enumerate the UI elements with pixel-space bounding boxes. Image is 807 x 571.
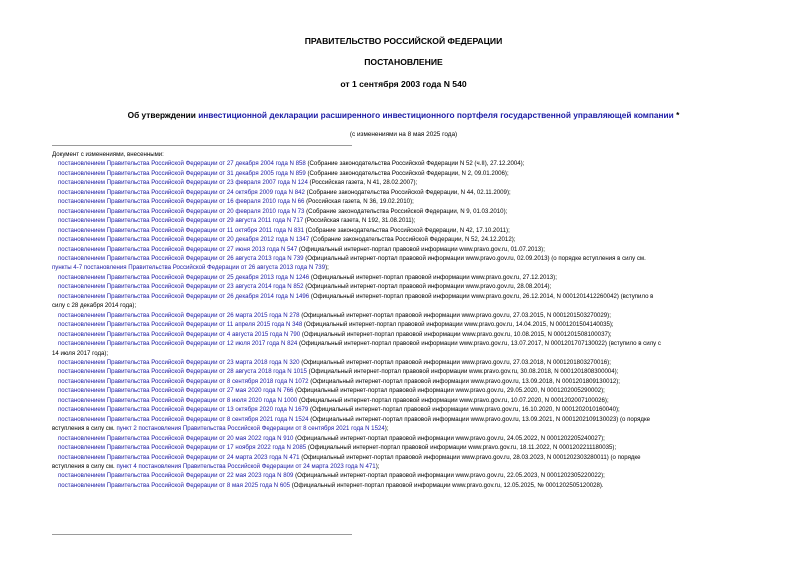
subject-suffix: *: [673, 110, 680, 120]
amendment-link[interactable]: постановлением Правительства Российской Федерации от 23 февраля 2007 года N 124: [58, 179, 308, 187]
amendment-link[interactable]: постановлением Правительства Российской Федерации от 11 октября 2011 года N 831: [58, 226, 304, 234]
amendment-source: (Собрание законодательства Российской Федерации, N 42, 17.10.2011);: [303, 226, 510, 234]
subject-prefix: Об утверждении: [127, 110, 199, 120]
amendment-link[interactable]: постановлением Правительства Российской Федерации от 20 мая 2022 года N 910: [58, 434, 294, 442]
amendment-link[interactable]: постановлением Правительства Российской Федерации от 22 мая 2023 года N 809: [58, 472, 294, 480]
amendment-link[interactable]: постановлением Правительства Российской Федерации от 26 марта 2015 года N 278: [58, 311, 300, 319]
amendment-source: (Официальный интернет-портал правовой информации www.pravo.gov.ru, 01.07.2013);: [297, 245, 545, 253]
amendment-line: [52, 235, 752, 244]
amendment-line: [52, 263, 752, 272]
amendment-source: (Официальный интернет-портал правовой информации www.pravo.gov.ru, 10.08.2015, N 0001201508100037);: [300, 330, 612, 338]
amendment-line: [52, 386, 752, 395]
amendment-source: );: [325, 264, 329, 272]
amendment-line: [52, 245, 752, 254]
amendment-link[interactable]: постановлением Правительства Российской Федерации от 25 декабря 2013 года N 1246: [58, 273, 310, 281]
amendment-link[interactable]: постановлением Правительства Российской Федерации от 16 февраля 2010 года N 66: [58, 198, 305, 206]
amendment-source: силу с 28 декабря 2014 года);: [52, 302, 137, 310]
amendment-source: 14 июля 2017 года);: [52, 349, 109, 357]
amendment-line: [52, 273, 752, 282]
amendment-link[interactable]: постановлением Правительства Российской Федерации от 20 декабря 2012 года N 1347: [58, 236, 310, 244]
amendment-link[interactable]: постановлением Правительства Российской Федерации от 11 апреля 2015 года N 348: [58, 321, 303, 329]
amendment-link[interactable]: постановлением Правительства Российской Федерации от 13 октября 2020 года N 1679: [58, 406, 309, 414]
org-title: ПРАВИТЕЛЬСТВО РОССИЙСКОЙ ФЕДЕРАЦИИ: [304, 36, 503, 46]
amendment-line: [52, 424, 752, 433]
amendment-line: [52, 320, 752, 329]
amendment-source: (Собрание законодательства Российской Федерации N 52 (ч.II), 27.12.2004);: [305, 160, 525, 168]
amendment-link[interactable]: постановлением Правительства Российской Федерации от 24 октября 2009 года N 842: [58, 188, 305, 196]
amendment-link[interactable]: постановлением Правительства Российской Федерации от 8 мая 2025 года N 605: [58, 481, 291, 489]
amendment-line: [52, 216, 752, 225]
amendment-source: (Собрание законодательства Российской Федерации, N 44, 02.11.2009);: [304, 188, 511, 196]
amendment-source: (Собрание законодательства Российской Федерации, N 52, 24.12.2012);: [309, 236, 516, 244]
amendment-source: вступления в силу см.: [52, 462, 117, 470]
amendment-link[interactable]: пункт 4 постановления Правительства Российской Федерации от 24 марта 2023 года N 471: [116, 462, 376, 470]
amendment-line: [52, 226, 752, 235]
amendment-source: (Официальный интернет-портал правовой информации www.pravo.gov.ru, 27.12.2013);: [309, 273, 557, 281]
amendment-source: (Официальный интернет-портал правовой информации www.pravo.gov.ru, 26.12.2014, N 0001201412260042) (вступило в: [309, 292, 654, 300]
amendment-link[interactable]: постановлением Правительства Российской Федерации от 31 декабря 2005 года N 859: [58, 169, 306, 177]
amendment-link[interactable]: постановлением Правительства Российской Федерации от 8 июля 2020 года N 1000: [58, 396, 298, 404]
amendment-source: );: [384, 425, 389, 433]
amendment-source: (Официальный интернет-портал правовой информации www.pravo.gov.ru, 12.05.2025, № 0001202505120028).: [290, 481, 604, 489]
amendment-line: [52, 462, 752, 471]
divider-bottom: [52, 534, 352, 535]
amendment-line: [52, 453, 752, 462]
divider-top: [52, 145, 352, 146]
amendment-link[interactable]: постановлением Правительства Российской Федерации от 24 марта 2023 года N 471: [58, 453, 300, 461]
amendment-source: (Официальный интернет-портал правовой информации www.pravo.gov.ru, 13.09.2021, N 0001202109130023) (о порядке: [308, 415, 651, 423]
document-subject: [0, 110, 807, 120]
amendment-link[interactable]: постановлением Правительства Российской Федерации от 8 сентября 2021 года N 1524: [58, 415, 309, 423]
changes-list: [52, 150, 752, 490]
amendment-link[interactable]: постановлением Правительства Российской Федерации от 4 августа 2015 года N 790: [58, 330, 301, 338]
amendment-source: (Официальный интернет-портал правовой информации www.pravo.gov.ru, 02.09.2013) (о порядке вступления в силу см.: [303, 254, 646, 262]
amended-note: (с изменениями на 8 мая 2025 года): [349, 131, 458, 138]
amendment-link[interactable]: постановлением Правительства Российской Федерации от 27 декабря 2004 года N 858: [58, 160, 306, 168]
amendment-line: [52, 292, 752, 301]
amendment-line: [52, 188, 752, 197]
amendment-link[interactable]: постановлением Правительства Российской Федерации от 28 августа 2018 года N 1015: [58, 368, 307, 376]
amendment-line: [52, 159, 752, 168]
amendment-source: (Официальный интернет-портал правовой информации www.pravo.gov.ru, 10.07.2020, N 0001202007100026);: [297, 396, 609, 404]
subject-link[interactable]: инвестиционной декларации расширенного инвестиционного портфеля государственной управляющей компании: [198, 110, 674, 120]
amendment-source: (Собрание законодательства Российской Федерации, N 9, 01.03.2010);: [304, 207, 508, 215]
amendment-link[interactable]: постановлением Правительства Российской Федерации от 8 сентября 2018 года N 1072: [58, 377, 309, 385]
amendment-line: [52, 282, 752, 291]
amendment-line: [52, 254, 752, 263]
amendment-source: (Официальный интернет-портал правовой информации www.pravo.gov.ru, 14.04.2015, N 0001201504140035);: [302, 321, 614, 329]
amendment-line: [52, 434, 752, 443]
amendment-source: (Собрание законодательства Российской Федерации, N 2, 09.01.2006);: [305, 169, 509, 177]
amendment-link[interactable]: постановлением Правительства Российской Федерации от 17 ноября 2022 года N 2085: [58, 444, 307, 452]
amendment-line: [52, 169, 752, 178]
amendment-line: [52, 396, 752, 405]
amendment-link[interactable]: постановлением Правительства Российской Федерации от 20 февраля 2010 года N 73: [58, 207, 305, 215]
amendment-link[interactable]: постановлением Правительства Российской Федерации от 26 августа 2013 года N 739: [58, 254, 304, 262]
amendment-link[interactable]: постановлением Правительства Российской Федерации от 23 августа 2014 года N 852: [58, 283, 304, 291]
amendment-line: [52, 443, 752, 452]
amendment-source: (Официальный интернет-портал правовой информации www.pravo.gov.ru, 27.03.2018, N 0001201803270016);: [299, 358, 611, 366]
amendment-line: [52, 377, 752, 386]
amendment-source: (Официальный интернет-портал правовой информации www.pravo.gov.ru, 30.08.2018, N 0001201808300004);: [306, 368, 619, 376]
amendment-source: (Российская газета, N 192, 31.08.2011);: [303, 217, 416, 225]
amendment-source: (Официальный интернет-портал правовой информации www.pravo.gov.ru, 13.09.2018, N 0001201809130012);: [308, 377, 620, 385]
amendment-source: (Официальный интернет-портал правовой информации www.pravo.gov.ru, 22.05.2023, N 0001202305220022);: [293, 472, 605, 480]
amendment-link[interactable]: постановлением Правительства Российской Федерации от 29 августа 2011 года N 717: [58, 217, 304, 225]
amendment-line: [52, 471, 752, 480]
amendment-source: (Официальный интернет-портал правовой информации www.pravo.gov.ru, 29.05.2020, N 0001202005290002);: [293, 387, 605, 395]
amendment-source: (Российская газета, N 41, 28.02.2007);: [307, 179, 418, 187]
amendment-source: (Российская газета, N 36, 19.02.2010);: [304, 198, 414, 206]
amendment-source: (Официальный интернет-портал правовой информации www.pravo.gov.ru, 16.10.2020, N 0001202010160040);: [308, 406, 620, 414]
amendment-line: [52, 330, 752, 339]
amendment-link[interactable]: пункты 4-7 постановления Правительства Российской Федерации от 26 августа 2013 года N 739: [52, 264, 326, 272]
amendment-line: [52, 301, 752, 310]
amendment-link[interactable]: постановлением Правительства Российской Федерации от 12 июля 2017 года N 824: [58, 340, 298, 348]
amendment-line: [52, 415, 752, 424]
amendment-link[interactable]: постановлением Правительства Российской Федерации от 26 декабря 2014 года N 1496: [58, 292, 310, 300]
amendment-line: [52, 311, 752, 320]
amendment-link[interactable]: постановлением Правительства Российской Федерации от 23 марта 2018 года N 320: [58, 358, 300, 366]
amendment-line: [52, 207, 752, 216]
amendment-source: );: [375, 462, 380, 470]
amendment-line: [52, 349, 752, 358]
changes-intro: Документ с изменениями, внесенными:: [52, 151, 164, 158]
amendment-source: вступления в силу см.: [52, 425, 117, 433]
amendment-source: (Официальный интернет-портал правовой информации www.pravo.gov.ru, 24.05.2022, N 0001202205240027);: [293, 434, 605, 442]
document-date: от 1 сентября 2003 года N 540: [340, 79, 467, 89]
amendment-source: (Официальный интернет-портал правовой информации www.pravo.gov.ru, 18.11.2022, N 0001202211180035);: [306, 444, 617, 452]
amendment-line: [52, 367, 752, 376]
document-type: ПОСТАНОВЛЕНИЕ: [364, 57, 443, 67]
amendment-line: [52, 197, 752, 206]
amendment-source: (Официальный интернет-портал правовой информации www.pravo.gov.ru, 28.03.2023, N 0001202303280011) (о порядке: [299, 453, 641, 461]
amendment-line: [52, 358, 752, 367]
amendment-link[interactable]: постановлением Правительства Российской Федерации от 27 июня 2013 года N 547: [58, 245, 298, 253]
amendment-source: (Официальный интернет-портал правовой информации www.pravo.gov.ru, 27.03.2015, N 0001201503270029);: [299, 311, 611, 319]
amendment-source: (Официальный интернет-портал правовой информации www.pravo.gov.ru, 28.08.2014);: [303, 283, 552, 291]
amendment-line: [52, 178, 752, 187]
amendment-line: [52, 339, 752, 348]
amendment-link[interactable]: постановлением Правительства Российской Федерации от 27 мая 2020 года N 766: [58, 387, 294, 395]
amendment-source: (Официальный интернет-портал правовой информации www.pravo.gov.ru, 13.07.2017, N 0001201707130022) (вступило в силу с: [297, 340, 661, 348]
amendment-link[interactable]: пункт 2 постановления Правительства Российской Федерации от 8 сентября 2021 года N 1524: [116, 425, 385, 433]
amendment-line: [52, 405, 752, 414]
amendment-line: [52, 481, 752, 490]
